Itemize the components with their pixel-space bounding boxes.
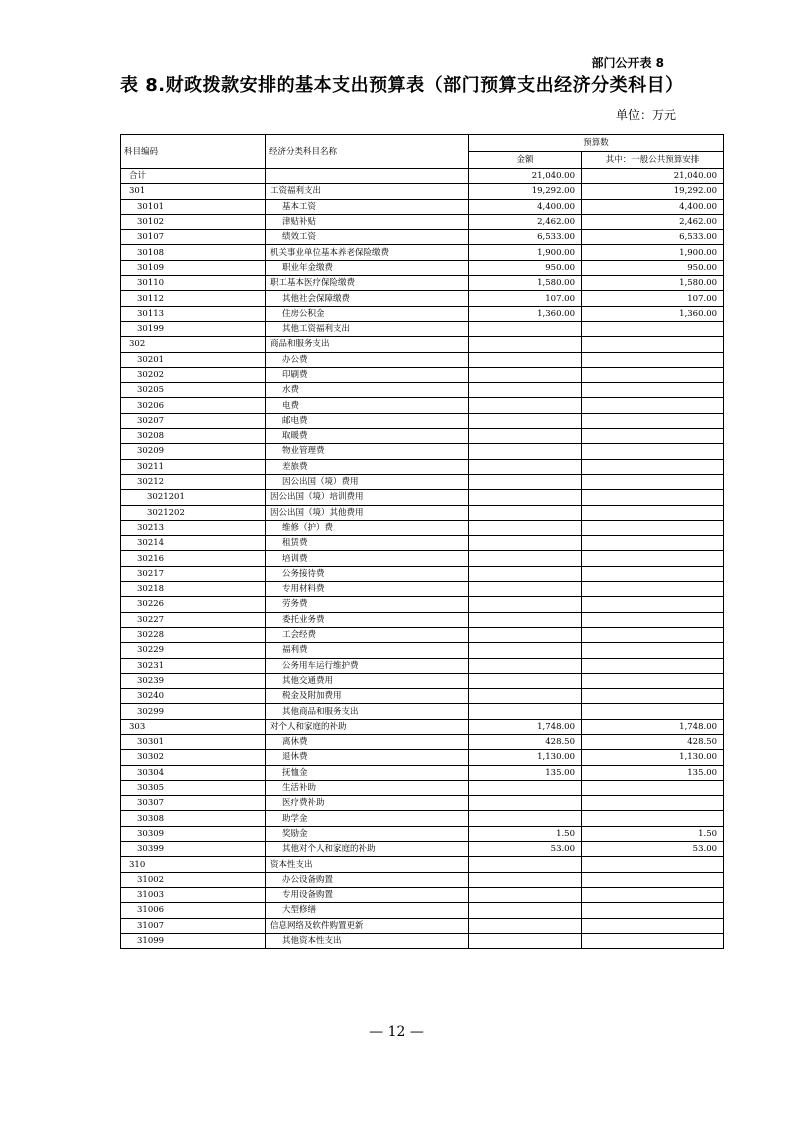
cell-name: 公务接待费 bbox=[266, 566, 469, 581]
cell-name: 工会经费 bbox=[266, 627, 469, 642]
table-row bbox=[121, 337, 724, 352]
cell-code: 30226 bbox=[121, 597, 266, 612]
cell-amount: 1,580.00 bbox=[469, 276, 582, 291]
cell-amount bbox=[469, 918, 582, 933]
table-number-label: 部门公开表 8 bbox=[591, 56, 664, 70]
cell-amount bbox=[469, 490, 582, 505]
table-row bbox=[121, 903, 724, 918]
cell-code: 31003 bbox=[121, 887, 266, 902]
cell-general-budget: 53.00 bbox=[582, 842, 724, 857]
budget-table bbox=[120, 134, 724, 949]
cell-amount bbox=[469, 780, 582, 795]
cell-general-budget bbox=[582, 903, 724, 918]
cell-amount: 4,400.00 bbox=[469, 199, 582, 214]
cell-general-budget: 950.00 bbox=[582, 260, 724, 275]
cell-general-budget bbox=[582, 337, 724, 352]
cell-name: 抚恤金 bbox=[266, 765, 469, 780]
cell-general-budget: 21,040.00 bbox=[582, 169, 724, 184]
cell-general-budget bbox=[582, 321, 724, 336]
cell-amount bbox=[469, 352, 582, 367]
cell-code: 301 bbox=[121, 184, 266, 199]
cell-name bbox=[266, 169, 469, 184]
cell-code: 30308 bbox=[121, 811, 266, 826]
table-row bbox=[121, 260, 724, 275]
cell-code: 30205 bbox=[121, 383, 266, 398]
cell-code: 30227 bbox=[121, 612, 266, 627]
cell-name: 因公出国（境）培训费用 bbox=[266, 490, 469, 505]
cell-code: 30299 bbox=[121, 704, 266, 719]
cell-name: 住房公积金 bbox=[266, 306, 469, 321]
cell-amount bbox=[469, 444, 582, 459]
cell-amount bbox=[469, 643, 582, 658]
table-row bbox=[121, 582, 724, 597]
table-row bbox=[121, 918, 724, 933]
cell-code: 30112 bbox=[121, 291, 266, 306]
cell-name: 对个人和家庭的补助 bbox=[266, 719, 469, 734]
cell-name: 办公设备购置 bbox=[266, 872, 469, 887]
cell-code: 30109 bbox=[121, 260, 266, 275]
cell-general-budget bbox=[582, 780, 724, 795]
table-row bbox=[121, 490, 724, 505]
cell-amount: 53.00 bbox=[469, 842, 582, 857]
cell-code: 30113 bbox=[121, 306, 266, 321]
cell-amount bbox=[469, 367, 582, 382]
cell-amount bbox=[469, 429, 582, 444]
cell-name: 专用材料费 bbox=[266, 582, 469, 597]
table-row bbox=[121, 367, 724, 382]
cell-name: 离休费 bbox=[266, 734, 469, 749]
table-row bbox=[121, 306, 724, 321]
table-row bbox=[121, 214, 724, 229]
cell-general-budget bbox=[582, 643, 724, 658]
table-row bbox=[121, 842, 724, 857]
cell-name: 信息网络及软件购置更新 bbox=[266, 918, 469, 933]
table-row bbox=[121, 321, 724, 336]
table-row bbox=[121, 230, 724, 245]
cell-name: 公务用车运行维护费 bbox=[266, 658, 469, 673]
cell-amount bbox=[469, 673, 582, 688]
table-row bbox=[121, 872, 724, 887]
cell-general-budget bbox=[582, 505, 724, 520]
table-row bbox=[121, 887, 724, 902]
cell-general-budget: 1,360.00 bbox=[582, 306, 724, 321]
cell-name: 其他工资福利支出 bbox=[266, 321, 469, 336]
cell-amount bbox=[469, 566, 582, 581]
cell-code: 合计 bbox=[121, 169, 266, 184]
cell-name: 委托业务费 bbox=[266, 612, 469, 627]
cell-general-budget: 1.50 bbox=[582, 826, 724, 841]
table-row bbox=[121, 704, 724, 719]
cell-name: 商品和服务支出 bbox=[266, 337, 469, 352]
cell-name: 取暖费 bbox=[266, 429, 469, 444]
cell-name: 办公费 bbox=[266, 352, 469, 367]
cell-code: 30231 bbox=[121, 658, 266, 673]
cell-code: 30211 bbox=[121, 459, 266, 474]
cell-name: 其他社会保障缴费 bbox=[266, 291, 469, 306]
cell-name: 助学金 bbox=[266, 811, 469, 826]
cell-amount bbox=[469, 582, 582, 597]
cell-code: 30101 bbox=[121, 199, 266, 214]
column-header-amount: 金额 bbox=[469, 152, 582, 169]
cell-general-budget bbox=[582, 459, 724, 474]
cell-general-budget: 19,292.00 bbox=[582, 184, 724, 199]
cell-code: 30110 bbox=[121, 276, 266, 291]
table-row bbox=[121, 536, 724, 551]
cell-amount bbox=[469, 627, 582, 642]
cell-amount: 950.00 bbox=[469, 260, 582, 275]
cell-general-budget bbox=[582, 582, 724, 597]
cell-amount bbox=[469, 520, 582, 535]
cell-amount bbox=[469, 459, 582, 474]
cell-code: 30207 bbox=[121, 413, 266, 428]
cell-general-budget bbox=[582, 872, 724, 887]
cell-code: 310 bbox=[121, 857, 266, 872]
cell-general-budget bbox=[582, 658, 724, 673]
cell-name: 其他资本性支出 bbox=[266, 933, 469, 948]
cell-general-budget: 1,748.00 bbox=[582, 719, 724, 734]
cell-general-budget bbox=[582, 367, 724, 382]
cell-name: 基本工资 bbox=[266, 199, 469, 214]
table-row bbox=[121, 826, 724, 841]
cell-amount bbox=[469, 933, 582, 948]
cell-general-budget bbox=[582, 857, 724, 872]
cell-code: 30309 bbox=[121, 826, 266, 841]
cell-general-budget bbox=[582, 413, 724, 428]
table-row bbox=[121, 857, 724, 872]
cell-code: 30399 bbox=[121, 842, 266, 857]
table-body bbox=[121, 169, 724, 949]
cell-name: 其他对个人和家庭的补助 bbox=[266, 842, 469, 857]
cell-general-budget bbox=[582, 352, 724, 367]
cell-general-budget bbox=[582, 689, 724, 704]
cell-general-budget bbox=[582, 612, 724, 627]
cell-code: 30214 bbox=[121, 536, 266, 551]
cell-general-budget: 428.50 bbox=[582, 734, 724, 749]
table-row bbox=[121, 444, 724, 459]
cell-code: 30229 bbox=[121, 643, 266, 658]
cell-name: 劳务费 bbox=[266, 597, 469, 612]
table-row bbox=[121, 551, 724, 566]
table-row bbox=[121, 429, 724, 444]
table-row bbox=[121, 612, 724, 627]
cell-amount: 1.50 bbox=[469, 826, 582, 841]
cell-amount bbox=[469, 413, 582, 428]
cell-amount bbox=[469, 704, 582, 719]
table-row bbox=[121, 811, 724, 826]
cell-amount bbox=[469, 903, 582, 918]
cell-name: 退休费 bbox=[266, 750, 469, 765]
cell-amount bbox=[469, 612, 582, 627]
cell-code: 302 bbox=[121, 337, 266, 352]
cell-general-budget bbox=[582, 597, 724, 612]
cell-code: 31006 bbox=[121, 903, 266, 918]
cell-general-budget: 107.00 bbox=[582, 291, 724, 306]
cell-code: 31099 bbox=[121, 933, 266, 948]
cell-general-budget: 1,580.00 bbox=[582, 276, 724, 291]
cell-code: 30199 bbox=[121, 321, 266, 336]
table-row bbox=[121, 459, 724, 474]
cell-general-budget: 1,130.00 bbox=[582, 750, 724, 765]
cell-code: 30202 bbox=[121, 367, 266, 382]
cell-amount bbox=[469, 337, 582, 352]
cell-code: 30201 bbox=[121, 352, 266, 367]
cell-amount bbox=[469, 383, 582, 398]
cell-amount: 21,040.00 bbox=[469, 169, 582, 184]
cell-name: 邮电费 bbox=[266, 413, 469, 428]
table-row bbox=[121, 291, 724, 306]
cell-code: 3021202 bbox=[121, 505, 266, 520]
cell-amount: 107.00 bbox=[469, 291, 582, 306]
cell-amount: 2,462.00 bbox=[469, 214, 582, 229]
table-row bbox=[121, 765, 724, 780]
cell-code: 30213 bbox=[121, 520, 266, 535]
cell-name: 维修（护）费 bbox=[266, 520, 469, 535]
cell-general-budget bbox=[582, 811, 724, 826]
table-row bbox=[121, 933, 724, 948]
table-row bbox=[121, 689, 724, 704]
table-row bbox=[121, 474, 724, 489]
cell-amount: 6,533.00 bbox=[469, 230, 582, 245]
cell-amount: 135.00 bbox=[469, 765, 582, 780]
cell-name: 差旅费 bbox=[266, 459, 469, 474]
cell-code: 30307 bbox=[121, 796, 266, 811]
table-row bbox=[121, 383, 724, 398]
cell-amount bbox=[469, 474, 582, 489]
cell-general-budget: 6,533.00 bbox=[582, 230, 724, 245]
cell-name: 其他交通费用 bbox=[266, 673, 469, 688]
table-row bbox=[121, 184, 724, 199]
table-row bbox=[121, 658, 724, 673]
cell-general-budget bbox=[582, 398, 724, 413]
cell-amount bbox=[469, 321, 582, 336]
cell-code: 30239 bbox=[121, 673, 266, 688]
cell-general-budget bbox=[582, 887, 724, 902]
cell-code: 30305 bbox=[121, 780, 266, 795]
cell-general-budget bbox=[582, 490, 724, 505]
cell-name: 物业管理费 bbox=[266, 444, 469, 459]
cell-code: 30209 bbox=[121, 444, 266, 459]
cell-name: 水费 bbox=[266, 383, 469, 398]
cell-code: 31007 bbox=[121, 918, 266, 933]
cell-general-budget: 2,462.00 bbox=[582, 214, 724, 229]
cell-amount bbox=[469, 658, 582, 673]
cell-code: 30218 bbox=[121, 582, 266, 597]
cell-general-budget bbox=[582, 796, 724, 811]
cell-general-budget bbox=[582, 474, 724, 489]
cell-name: 因公出国（境）其他费用 bbox=[266, 505, 469, 520]
cell-amount: 1,130.00 bbox=[469, 750, 582, 765]
table-row bbox=[121, 734, 724, 749]
cell-name: 职工基本医疗保险缴费 bbox=[266, 276, 469, 291]
cell-name: 绩效工资 bbox=[266, 230, 469, 245]
cell-amount: 1,900.00 bbox=[469, 245, 582, 260]
cell-amount: 1,748.00 bbox=[469, 719, 582, 734]
table-row bbox=[121, 398, 724, 413]
table-row bbox=[121, 413, 724, 428]
cell-name: 职业年金缴费 bbox=[266, 260, 469, 275]
cell-code: 303 bbox=[121, 719, 266, 734]
cell-general-budget bbox=[582, 627, 724, 642]
cell-code: 30240 bbox=[121, 689, 266, 704]
cell-code: 30304 bbox=[121, 765, 266, 780]
cell-name: 医疗费补助 bbox=[266, 796, 469, 811]
table-row bbox=[121, 627, 724, 642]
cell-name: 培训费 bbox=[266, 551, 469, 566]
cell-general-budget: 1,900.00 bbox=[582, 245, 724, 260]
cell-code: 30208 bbox=[121, 429, 266, 444]
cell-general-budget bbox=[582, 673, 724, 688]
cell-amount: 1,360.00 bbox=[469, 306, 582, 321]
cell-code: 30102 bbox=[121, 214, 266, 229]
cell-amount bbox=[469, 505, 582, 520]
table-row bbox=[121, 597, 724, 612]
cell-name: 其他商品和服务支出 bbox=[266, 704, 469, 719]
page-number: — 12 — bbox=[369, 1024, 424, 1040]
column-header-code: 科目编码 bbox=[121, 135, 266, 169]
cell-name: 因公出国（境）费用 bbox=[266, 474, 469, 489]
cell-name: 生活补助 bbox=[266, 780, 469, 795]
table-row bbox=[121, 566, 724, 581]
unit-label: 单位：万元 bbox=[615, 108, 676, 122]
cell-name: 电费 bbox=[266, 398, 469, 413]
cell-amount bbox=[469, 398, 582, 413]
table-row bbox=[121, 780, 724, 795]
cell-general-budget: 4,400.00 bbox=[582, 199, 724, 214]
cell-name: 工资福利支出 bbox=[266, 184, 469, 199]
cell-amount bbox=[469, 689, 582, 704]
cell-general-budget bbox=[582, 429, 724, 444]
cell-name: 大型修缮 bbox=[266, 903, 469, 918]
cell-amount bbox=[469, 796, 582, 811]
cell-general-budget bbox=[582, 444, 724, 459]
document-title: 表 8.财政拨款安排的基本支出预算表（部门预算支出经济分类科目） bbox=[120, 75, 684, 96]
cell-amount: 428.50 bbox=[469, 734, 582, 749]
cell-general-budget bbox=[582, 933, 724, 948]
column-header-general-budget: 其中：一般公共预算安排 bbox=[582, 152, 724, 169]
cell-amount bbox=[469, 551, 582, 566]
table-row bbox=[121, 505, 724, 520]
table-row bbox=[121, 245, 724, 260]
column-header-name: 经济分类科目名称 bbox=[266, 135, 469, 169]
cell-general-budget bbox=[582, 918, 724, 933]
cell-amount: 19,292.00 bbox=[469, 184, 582, 199]
table-row bbox=[121, 520, 724, 535]
table-row bbox=[121, 169, 724, 184]
cell-code: 30302 bbox=[121, 750, 266, 765]
cell-code: 30212 bbox=[121, 474, 266, 489]
table-row bbox=[121, 199, 724, 214]
cell-general-budget bbox=[582, 704, 724, 719]
cell-general-budget bbox=[582, 383, 724, 398]
cell-code: 30107 bbox=[121, 230, 266, 245]
cell-general-budget bbox=[582, 551, 724, 566]
table-row bbox=[121, 796, 724, 811]
cell-name: 税金及附加费用 bbox=[266, 689, 469, 704]
cell-name: 奖励金 bbox=[266, 826, 469, 841]
table-row bbox=[121, 276, 724, 291]
table-row bbox=[121, 750, 724, 765]
cell-code: 3021201 bbox=[121, 490, 266, 505]
cell-amount bbox=[469, 887, 582, 902]
cell-name: 专用设备购置 bbox=[266, 887, 469, 902]
cell-name: 印刷费 bbox=[266, 367, 469, 382]
cell-amount bbox=[469, 811, 582, 826]
cell-amount bbox=[469, 536, 582, 551]
cell-code: 30217 bbox=[121, 566, 266, 581]
table-row bbox=[121, 352, 724, 367]
cell-name: 福利费 bbox=[266, 643, 469, 658]
cell-general-budget: 135.00 bbox=[582, 765, 724, 780]
table-row bbox=[121, 673, 724, 688]
cell-code: 30206 bbox=[121, 398, 266, 413]
cell-code: 30216 bbox=[121, 551, 266, 566]
cell-amount bbox=[469, 857, 582, 872]
cell-general-budget bbox=[582, 566, 724, 581]
cell-amount bbox=[469, 872, 582, 887]
cell-name: 资本性支出 bbox=[266, 857, 469, 872]
cell-general-budget bbox=[582, 520, 724, 535]
table-row bbox=[121, 719, 724, 734]
cell-code: 30301 bbox=[121, 734, 266, 749]
cell-name: 租赁费 bbox=[266, 536, 469, 551]
cell-code: 30228 bbox=[121, 627, 266, 642]
cell-name: 机关事业单位基本养老保险缴费 bbox=[266, 245, 469, 260]
table-row bbox=[121, 643, 724, 658]
column-header-budget: 预算数 bbox=[469, 135, 724, 152]
cell-amount bbox=[469, 597, 582, 612]
cell-name: 津贴补贴 bbox=[266, 214, 469, 229]
cell-code: 30108 bbox=[121, 245, 266, 260]
cell-code: 31002 bbox=[121, 872, 266, 887]
cell-general-budget bbox=[582, 536, 724, 551]
